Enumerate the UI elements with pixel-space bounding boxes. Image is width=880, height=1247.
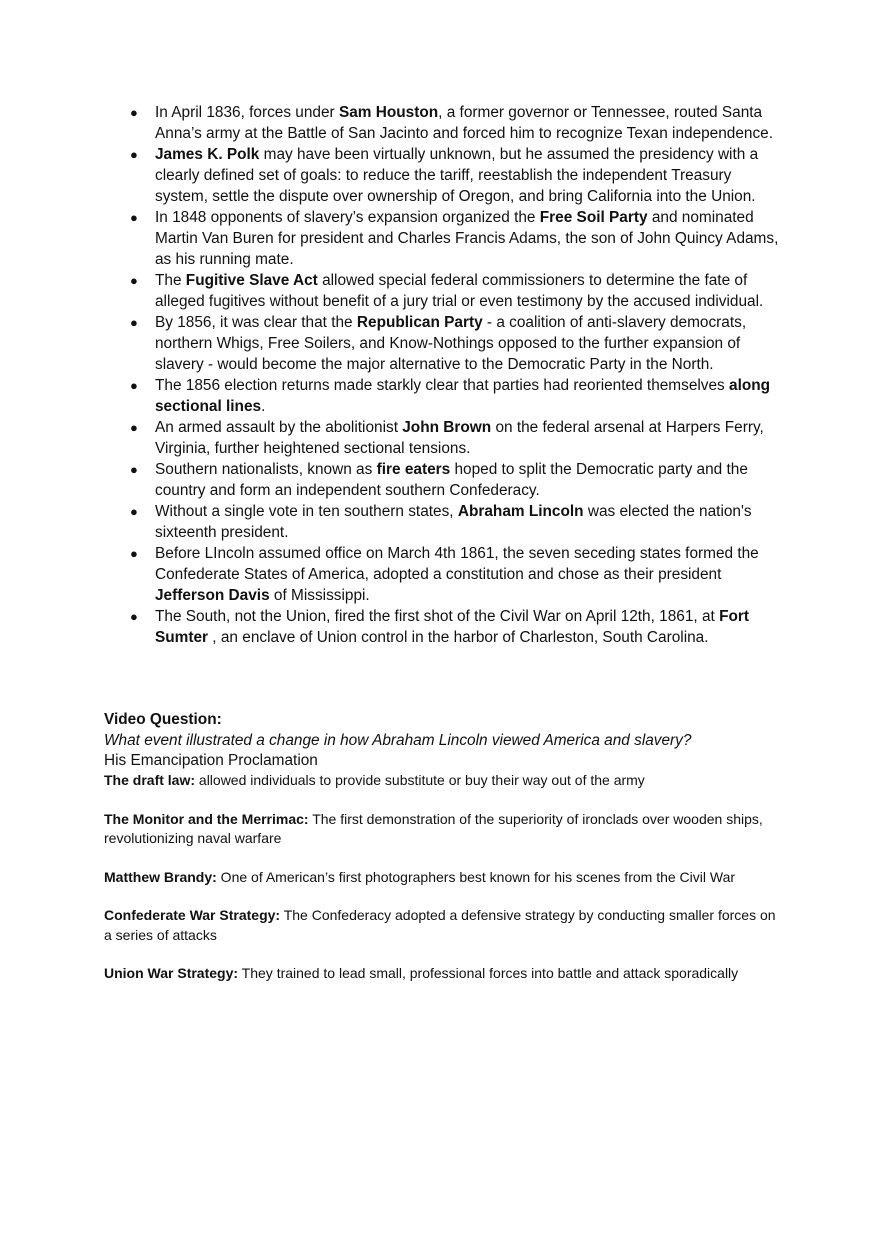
video-question-section	[104, 709, 784, 1003]
text-segment: Without a single vote in ten southern states,	[155, 503, 458, 520]
text-segment: allowed special federal commissioners to determine the fate of alleged fugitives without benefit of a jury trial or even testimony by the accused individual.	[155, 272, 764, 310]
text-segment: An armed assault by the abolitionist	[155, 419, 403, 436]
term-definition	[104, 771, 784, 791]
bullet-icon: ●	[130, 273, 138, 288]
list-item	[104, 606, 784, 648]
text-segment: hoped to split the Democratic party and the country and form an independent southern Confederacy.	[155, 461, 748, 499]
bullet-icon: ●	[130, 147, 138, 162]
bold-term: Fugitive Slave Act	[185, 272, 318, 289]
list-item	[104, 375, 784, 417]
text-segment: The	[155, 272, 186, 289]
list-item	[104, 270, 784, 312]
list-item	[104, 417, 784, 459]
bold-term: James K. Polk	[155, 146, 260, 163]
list-item	[104, 501, 784, 543]
text-segment: .	[261, 398, 266, 415]
list-item	[104, 144, 784, 207]
bullet-icon: ●	[130, 420, 138, 435]
list-item	[104, 312, 784, 375]
text-segment: was elected the nation's sixteenth president.	[155, 503, 752, 541]
term-label: Union War Strategy:	[104, 965, 239, 981]
bullet-icon: ●	[130, 105, 138, 120]
bold-term: John Brown	[402, 419, 492, 436]
bold-term: Fort Sumter	[155, 608, 749, 646]
video-question-text: What event illustrated a change in how Abraham Lincoln viewed America and slavery?	[104, 732, 692, 749]
text-segment: and nominated Martin Van Buren for president and Charles Francis Adams, the son of John Quincy Adams, as his running mate.	[155, 209, 779, 268]
bold-term: Jefferson Davis	[155, 587, 270, 604]
text-segment: The South, not the Union, fired the first shot of the Civil War on April 12th, 1861, at	[155, 608, 720, 625]
list-item	[104, 102, 784, 144]
text-segment: - a coalition of anti-slavery democrats, northern Whigs, Free Soilers, and Know-Nothings opposed to the further expansion of slavery - would become the major alternative to the Democratic Party in the North.	[155, 314, 747, 373]
term-definition	[104, 906, 784, 945]
text-segment: Before LIncoln assumed office on March 4th 1861, the seven seceding states formed the Confederate States of America, adopted a constitution and chose as their president	[155, 545, 759, 583]
text-segment: may have been virtually unknown, but he assumed the presidency with a clearly defined set of goals: to reduce the tariff, reestablish the independent Treasury system, settle the dispute over ownership of Oregon, and bring California into the Union.	[155, 146, 759, 205]
term-text: allowed individuals to provide substitute or buy their way out of the army	[195, 772, 645, 788]
list-item	[104, 459, 784, 501]
bullet-icon: ●	[130, 504, 138, 519]
term-text: The Confederacy adopted a defensive strategy by conducting smaller forces on a series of attacks	[104, 907, 776, 943]
bullet-icon: ●	[130, 546, 138, 561]
text-segment: , a former governor or Tennessee, routed Santa Anna’s army at the Battle of San Jacinto and forced him to recognize Texan independence.	[155, 104, 774, 142]
term-label: Matthew Brandy:	[104, 868, 217, 885]
bold-term: Sam Houston	[338, 104, 439, 121]
term-text: They trained to lead small, professional forces into battle and attack sporadically	[238, 965, 739, 981]
bullet-icon: ●	[130, 315, 138, 330]
bullet-icon: ●	[130, 378, 138, 393]
video-question-answer: His Emancipation Proclamation	[104, 752, 318, 769]
term-label: Confederate War Strategy:	[104, 907, 281, 923]
bold-term: Free Soil Party	[539, 209, 648, 226]
text-segment: The 1856 election returns made starkly clear that parties had reoriented themselves	[155, 377, 730, 394]
bullet-list	[104, 102, 784, 648]
term-text: One of American’s first photographers best known for his scenes from the Civil War	[216, 868, 736, 885]
text-segment: In 1848 opponents of slavery’s expansion organized the	[155, 209, 540, 226]
video-question-heading: Video Question:	[104, 711, 222, 728]
bold-term: Abraham Lincoln	[457, 503, 584, 520]
text-segment: on the federal arsenal at Harpers Ferry, Virginia, further heightened sectional tensions.	[155, 419, 764, 457]
bold-term: Republican Party	[356, 314, 483, 331]
bullet-icon: ●	[130, 462, 138, 477]
term-label: The draft law:	[104, 772, 196, 788]
text-segment: Southern nationalists, known as	[155, 461, 377, 478]
term-definition	[104, 964, 784, 984]
text-segment: By 1856, it was clear that the	[155, 314, 357, 331]
bold-term: fire eaters	[376, 461, 451, 478]
bullet-icon: ●	[130, 210, 138, 225]
terms-list	[104, 771, 784, 984]
list-item	[104, 543, 784, 606]
bold-term: along sectional lines	[155, 377, 771, 415]
term-text: The first demonstration of the superiority of ironclads over wooden ships, revolutionizing naval warfare	[104, 810, 763, 846]
bullet-icon: ●	[130, 609, 138, 624]
term-definition	[104, 868, 784, 888]
text-segment: of Mississippi.	[269, 587, 370, 604]
text-segment: , an enclave of Union control in the harbor of Charleston, South Carolina.	[208, 629, 709, 646]
list-item	[104, 207, 784, 270]
term-label: The Monitor and the Merrimac:	[104, 810, 309, 827]
term-definition	[104, 810, 784, 849]
text-segment: In April 1836, forces under	[155, 104, 339, 121]
